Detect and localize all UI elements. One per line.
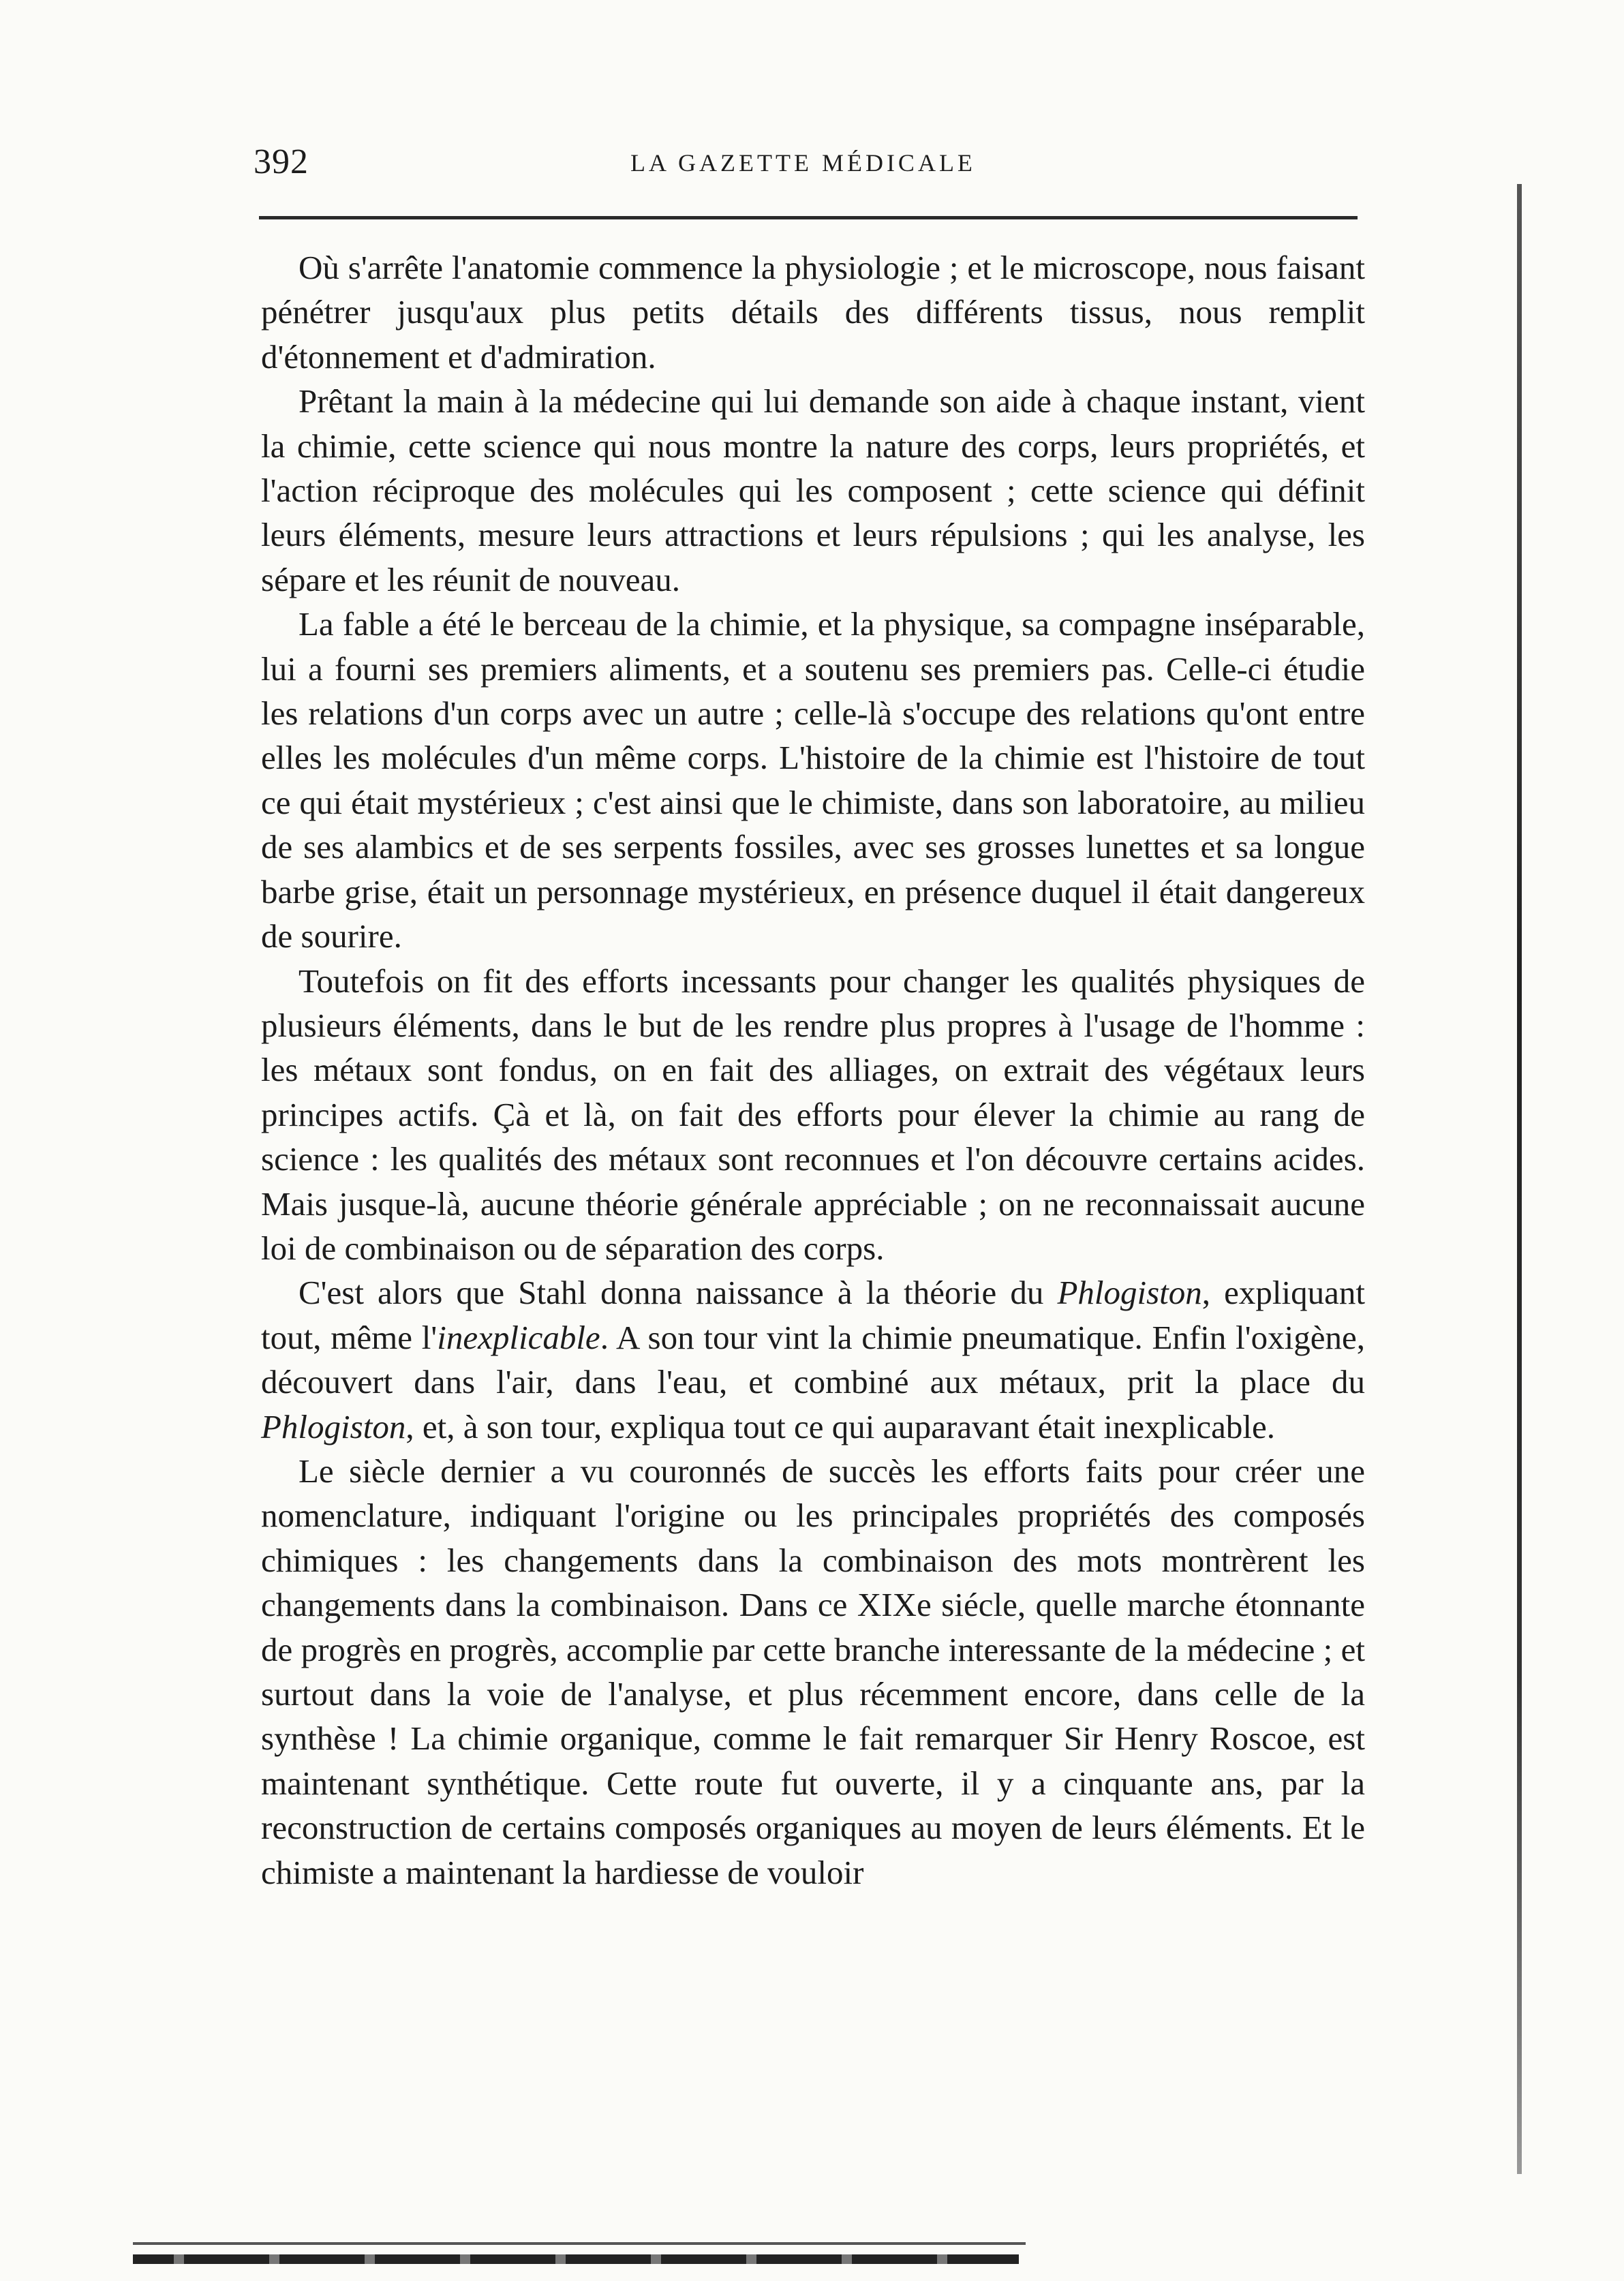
inexplicable-italic: inexplicable xyxy=(437,1318,600,1356)
running-head: LA GAZETTE MÉDICALE xyxy=(630,149,976,177)
paragraph-efforts: Toutefois on fit des efforts incessants pour changer les qualités physiques de plusieurs éléments, dans le but de les rendre plus propres à l'usage de l'homme : les métaux sont fondus, on en fait des alliages, on extrait des végétaux leurs principes actifs. Çà et là, on fait des efforts pour élever la chimie au rang de science : les qualités des métaux sont reconnues et l'on découvre certains acides. Mais jusque-là, aucune théorie générale appréciable ; on ne reconnaissait aucune loi de combinaison ou de séparation des corps. xyxy=(261,962,1365,1267)
stahl-text-1: C'est alors que Stahl donna naissance à la théorie du xyxy=(298,1274,1058,1312)
page-number: 392 xyxy=(254,142,309,181)
stahl-text-2: , expliquant tout, même l' xyxy=(261,1274,1365,1356)
scan-edge-artifact xyxy=(133,2242,1026,2245)
paragraph-anatomy: Où s'arrête l'anatomie commence la physiologie ; et le microscope, nous faisant pénétrer jusqu'aux plus petits détails des différents tissus, nous remplit d'étonnement et d'admiration. xyxy=(261,249,1365,376)
paragraph-stahl xyxy=(261,1270,1365,1449)
stahl-text-3: . A son tour vint la chimie pneumatique. Enfin l'oxigène, découvert dans l'air, dans l'eau, et combiné aux métaux, prit la place du xyxy=(261,1318,1365,1401)
scan-bottom-artifact xyxy=(133,2254,1019,2264)
paragraph-chimie: Prêtant la main à la médecine qui lui demande son aide à chaque instant, vient la chimie, cette science qui nous montre la nature des corps, leurs propriétés, et l'action réciproque des molécules qui les composent ; cette science qui définit leurs éléments, mesure leurs attractions et leurs répulsions ; qui les analyse, les sépare et les réunit de nouveau. xyxy=(261,382,1365,598)
binding-edge-line xyxy=(1517,184,1522,2174)
paragraph-siecle: Le siècle dernier a vu couronnés de succès les efforts faits pour créer une nomenclature, indiquant l'origine ou les principales propriétés des composés chimiques : les changements dans la combinaison des mots montrèrent les changements dans la combinaison. Dans ce XIXe siécle, quelle marche étonnante de progrès en progrès, accomplie par cette branche interessante de la médecine ; et surtout dans la voie de l'analyse, et plus récemment encore, dans celle de la synthèse ! La chimie organique, comme le fait remarquer Sir Henry Roscoe, est maintenant synthétique. Cette route fut ouverte, il y a cinquante ans, par la reconstruction de certains composés organiques au moyen de leurs éléments. Et le chimiste a maintenant la hardiesse de vouloir xyxy=(261,1452,1365,1891)
header-rule xyxy=(259,216,1358,219)
paragraph-fable: La fable a été le berceau de la chimie, et la physique, sa compagne inséparable, lui a fourni ses premiers aliments, et a soutenu ses premiers pas. Celle-ci étudie les relations d'un corps avec un autre ; celle-là s'occupe des relations qu'ont entre elles les molécules d'un même corps. L'histoire de la chimie est l'histoire de tout ce qui était mystérieux ; c'est ainsi que le chimiste, dans son laboratoire, au milieu de ses alambics et de ses serpents fossiles, avec ses grosses lunettes et sa longue barbe grise, était un personnage mystérieux, en présence duquel il était dangereux de sourire. xyxy=(261,605,1365,955)
phlogiston-italic-1: Phlogiston xyxy=(1057,1274,1202,1312)
stahl-text-4: , et, à son tour, expliqua tout ce qui auparavant était inexplicable. xyxy=(405,1407,1276,1445)
body-text xyxy=(261,245,1365,1895)
phlogiston-italic-2: Phlogiston xyxy=(261,1407,406,1445)
